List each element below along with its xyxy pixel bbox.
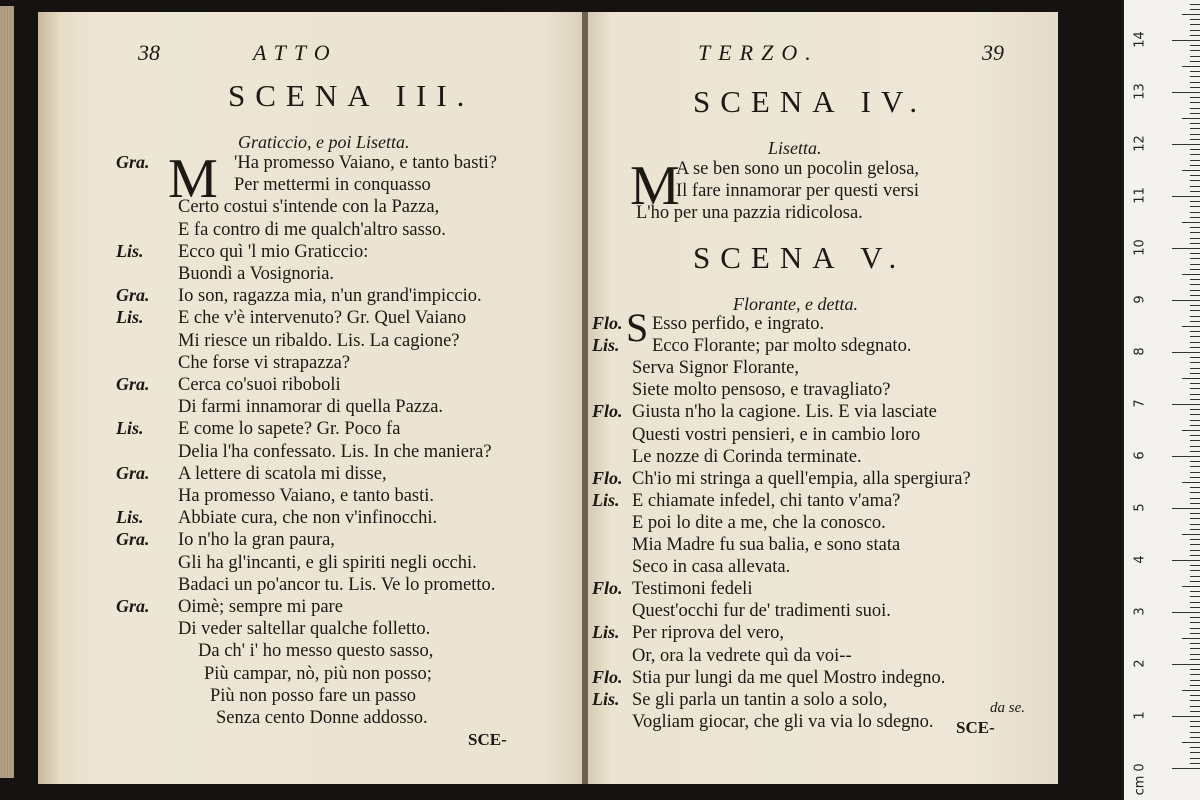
ruler-tick	[1190, 544, 1200, 545]
ruler-tick	[1172, 40, 1200, 41]
speaker-label: Lis.	[592, 688, 620, 709]
ruler-tick	[1190, 321, 1200, 322]
ruler-tick	[1190, 201, 1200, 202]
ruler-tick	[1190, 212, 1200, 213]
ruler-tick	[1172, 560, 1200, 561]
scene-iii-persons: Graticcio, e poi Lisetta.	[238, 132, 410, 152]
ruler-tick	[1190, 227, 1200, 228]
ruler-tick	[1190, 695, 1200, 696]
ruler-tick	[1190, 19, 1200, 20]
stage-aside: da se.	[990, 700, 1025, 716]
ruler-tick	[1190, 180, 1200, 181]
ruler-tick	[1190, 539, 1200, 540]
scene-iv-persons: Lisetta.	[768, 138, 822, 158]
scene-v-persons: Florante, e detta.	[733, 294, 858, 314]
ruler-tick	[1190, 706, 1200, 707]
verse-line: Senza cento Donne addosso.	[216, 708, 428, 728]
speaker-label: Flo.	[592, 578, 623, 599]
ruler-tick	[1182, 66, 1200, 67]
ruler-tick	[1190, 633, 1200, 634]
ruler-tick	[1182, 638, 1200, 639]
scene-v-title: SCENA V.	[693, 240, 907, 275]
ruler-tick	[1190, 409, 1200, 410]
open-book	[30, 6, 1070, 792]
ruler-tick	[1172, 768, 1200, 769]
verse-line: Testimoni fedeli	[632, 579, 753, 600]
right-catchword: SCE-	[956, 718, 995, 737]
verse-line: Ha promesso Vaiano, e tanto basti.	[178, 486, 435, 506]
ruler-tick	[1190, 732, 1200, 733]
ruler-tick	[1182, 274, 1200, 275]
verse-line: Buondì a Vosignoria.	[178, 264, 335, 284]
ruler-tick	[1172, 456, 1200, 457]
ruler-tick	[1190, 383, 1200, 384]
verse-line: Certo costui s'intende con la Pazza,	[178, 197, 440, 218]
ruler-tick	[1190, 217, 1200, 218]
ruler-tick	[1190, 591, 1200, 592]
ruler-tick	[1190, 134, 1200, 135]
ruler-tick	[1190, 659, 1200, 660]
ruler-tick	[1182, 378, 1200, 379]
ruler-tick	[1190, 737, 1200, 738]
ruler-tick	[1190, 76, 1200, 77]
ruler-tick	[1172, 404, 1200, 405]
ruler-tick	[1190, 555, 1200, 556]
ruler-tick	[1190, 763, 1200, 764]
scene-iii-title: SCENA III.	[228, 78, 475, 113]
speaker-label: Lis.	[116, 240, 144, 261]
speaker-label: Gra.	[116, 529, 150, 550]
verse-line: Di farmi innamorar di quella Pazza.	[178, 397, 444, 418]
verse-line: L'ho per una pazzia ridicolosa.	[636, 203, 863, 223]
ruler-tick	[1172, 144, 1200, 145]
scene-iv-title: SCENA IV.	[693, 84, 928, 119]
ruler-tick	[1190, 440, 1200, 441]
ruler-tick	[1190, 654, 1200, 655]
ruler-tick	[1190, 4, 1200, 5]
left-page	[38, 12, 586, 784]
ruler-tick	[1190, 420, 1200, 421]
ruler-tick	[1190, 342, 1200, 343]
ruler-tick	[1190, 102, 1200, 103]
speaker-label: Lis.	[116, 418, 144, 439]
ruler-tick	[1182, 326, 1200, 327]
verse-line: Stia pur lungi da me quel Mostro indegno.	[632, 667, 946, 688]
ruler-number: 4	[1132, 555, 1148, 564]
ruler-tick	[1190, 258, 1200, 259]
ruler-unit: cm	[1132, 775, 1148, 796]
speaker-label: Lis.	[592, 622, 620, 643]
ruler-tick	[1182, 742, 1200, 743]
ruler-tick	[1190, 617, 1200, 618]
ruler-tick	[1190, 253, 1200, 254]
speaker-label: Flo.	[592, 401, 623, 422]
ruler-tick	[1182, 222, 1200, 223]
ruler-number: 5	[1132, 503, 1148, 512]
ruler-tick	[1190, 399, 1200, 400]
ruler-number: 9	[1132, 295, 1148, 304]
ruler-tick	[1190, 305, 1200, 306]
ruler-tick	[1190, 35, 1200, 36]
ruler-tick	[1182, 118, 1200, 119]
ruler-tick	[1182, 586, 1200, 587]
ruler-tick	[1190, 128, 1200, 129]
ruler-tick	[1190, 24, 1200, 25]
ruler-tick	[1190, 466, 1200, 467]
ruler-tick	[1190, 570, 1200, 571]
ruler-tick	[1190, 165, 1200, 166]
ruler-number: 13	[1132, 83, 1148, 100]
ruler-number: 14	[1132, 31, 1148, 48]
ruler-tick	[1190, 264, 1200, 265]
ruler-tick	[1190, 243, 1200, 244]
ruler-tick	[1190, 97, 1200, 98]
ruler-tick	[1190, 30, 1200, 31]
verse-line: Per riprova del vero,	[632, 623, 785, 644]
speaker-label: Lis.	[592, 335, 620, 356]
ruler-tick	[1190, 269, 1200, 270]
verse-line: Di veder saltellar qualche folletto.	[178, 619, 431, 640]
verse-line: Da ch' i' ho messo questo sasso,	[198, 641, 434, 662]
speaker-label: Flo.	[592, 313, 623, 333]
ruler-number: 12	[1132, 135, 1148, 152]
speaker-label: Gra.	[116, 152, 150, 172]
ruler-tick	[1172, 300, 1200, 301]
ruler-tick	[1190, 680, 1200, 681]
ruler-tick	[1190, 175, 1200, 176]
verse-line: Ecco quì 'l mio Graticcio:	[178, 241, 369, 262]
ruler-tick	[1190, 238, 1200, 239]
ruler-tick	[1190, 357, 1200, 358]
ruler-tick	[1190, 602, 1200, 603]
ruler-tick	[1190, 752, 1200, 753]
ruler-tick	[1190, 492, 1200, 493]
ruler-tick	[1190, 336, 1200, 337]
ruler-tick	[1172, 248, 1200, 249]
ruler-tick	[1190, 596, 1200, 597]
ruler-tick	[1182, 534, 1200, 535]
ruler-tick	[1190, 9, 1200, 10]
ruler-tick	[1190, 529, 1200, 530]
ruler-tick	[1190, 347, 1200, 348]
verse-line: 'Ha promesso Vaiano, e tanto basti?	[234, 153, 497, 173]
ruler-tick	[1190, 461, 1200, 462]
ruler-tick	[1190, 726, 1200, 727]
ruler-tick	[1190, 50, 1200, 51]
verse-line: Ecco Florante; par molto sdegnato.	[652, 336, 912, 357]
ruler-tick	[1172, 508, 1200, 509]
ruler-tick	[1182, 690, 1200, 691]
ruler-tick	[1190, 232, 1200, 233]
ruler-tick	[1190, 643, 1200, 644]
ruler-tick	[1190, 685, 1200, 686]
ruler-tick	[1190, 503, 1200, 504]
right-page	[588, 12, 1058, 784]
ruler-tick	[1190, 669, 1200, 670]
ruler-tick	[1190, 191, 1200, 192]
verse-line: Delia l'ha confessato. Lis. In che maniera?	[178, 441, 492, 462]
verse-line: Quest'occhi fur de' tradimenti suoi.	[632, 601, 891, 622]
verse-line: Ch'io mi stringa a quell'empia, alla spergiura?	[632, 468, 971, 489]
verse-line: Seco in casa allevata.	[632, 557, 791, 578]
ruler-tick	[1190, 487, 1200, 488]
left-running-head: ATTO	[253, 40, 338, 65]
speaker-label: Lis.	[592, 489, 620, 510]
ruler-tick	[1190, 295, 1200, 296]
scene-v-drop-cap: S	[626, 305, 649, 350]
ruler-tick	[1172, 352, 1200, 353]
ruler-tick	[1190, 425, 1200, 426]
verse-line: Badaci un po'ancor tu. Lis. Ve lo prometto.	[178, 574, 496, 595]
ruler-tick	[1190, 451, 1200, 452]
ruler-tick	[1190, 61, 1200, 62]
ruler-tick	[1190, 674, 1200, 675]
verse-line: Gli ha gl'incanti, e gli spiriti negli occhi.	[178, 552, 477, 573]
speaker-label: Flo.	[592, 666, 623, 687]
left-drop-cap: M	[168, 148, 218, 210]
ruler-tick	[1190, 154, 1200, 155]
verse-line: Mi riesce un ribaldo. Lis. La cagione?	[178, 330, 460, 351]
verse-line: Che forse vi strapazza?	[178, 352, 351, 373]
ruler-tick	[1190, 87, 1200, 88]
ruler-tick	[1172, 196, 1200, 197]
ruler-number: 6	[1132, 451, 1148, 460]
ruler-number: 11	[1132, 187, 1148, 204]
ruler-number: 10	[1132, 239, 1148, 256]
ruler-tick	[1190, 721, 1200, 722]
ruler-tick	[1190, 700, 1200, 701]
ruler-number: 8	[1132, 347, 1148, 356]
ruler-number: 1	[1132, 711, 1148, 720]
verse-line: Oimè; sempre mi pare	[178, 597, 343, 617]
verse-line: Cerca co'suoi riboboli	[178, 375, 341, 395]
ruler-tick	[1190, 310, 1200, 311]
verse-line: Io son, ragazza mia, n'un grand'impiccio.	[178, 286, 482, 307]
ruler-number: 3	[1132, 607, 1148, 616]
verse-line: Mia Madre fu sua balia, e sono stata	[632, 535, 901, 555]
ruler-tick	[1190, 446, 1200, 447]
ruler-tick	[1190, 331, 1200, 332]
scene-iv-drop-cap: M	[630, 155, 680, 217]
ruler-tick	[1182, 14, 1200, 15]
verse-line: Se gli parla un tantin a solo a solo,	[632, 689, 888, 710]
ruler-tick	[1172, 92, 1200, 93]
ruler-tick	[1190, 186, 1200, 187]
verse-line: Io n'ho la gran paura,	[178, 530, 335, 551]
left-catchword: SCE-	[468, 730, 507, 749]
verse-line: Per mettermi in conquasso	[234, 175, 431, 196]
verse-line: Or, ora la vedrete quì da voi--	[632, 645, 852, 666]
speaker-label: Gra.	[116, 374, 150, 394]
verse-line: E fa contro di me qualch'altro sasso.	[178, 219, 446, 240]
ruler-tick	[1190, 316, 1200, 317]
ruler-tick	[1172, 612, 1200, 613]
speaker-label: Gra.	[116, 462, 150, 483]
ruler-tick	[1190, 160, 1200, 161]
speaker-label: Gra.	[116, 596, 150, 616]
ruler-tick	[1182, 482, 1200, 483]
ruler-tick	[1190, 581, 1200, 582]
verse-line: Le nozze di Corinda terminate.	[632, 446, 862, 467]
ruler-tick	[1182, 430, 1200, 431]
ruler-tick	[1190, 524, 1200, 525]
ruler-tick	[1190, 362, 1200, 363]
ruler-number: 7	[1132, 399, 1148, 408]
ruler-tick	[1190, 711, 1200, 712]
left-page-number: 38	[138, 40, 160, 65]
ruler-tick	[1190, 108, 1200, 109]
verse-line: Il fare innamorar per questi versi	[676, 181, 919, 201]
ruler-tick	[1190, 550, 1200, 551]
verse-line: Giusta n'ho la cagione. Lis. E via lasciate	[632, 402, 937, 423]
ruler-tick	[1190, 414, 1200, 415]
speaker-label: Lis.	[116, 507, 144, 528]
verse-line: Più non posso fare un passo	[210, 685, 417, 706]
speaker-label: Lis.	[116, 307, 144, 328]
right-page-number: 39	[982, 40, 1004, 65]
ruler-tick	[1190, 149, 1200, 150]
verse-line: E come lo sapete? Gr. Poco fa	[178, 419, 401, 440]
ruler-tick	[1190, 56, 1200, 57]
ruler-number: 0	[1132, 763, 1148, 772]
ruler-tick	[1190, 284, 1200, 285]
ruler-tick	[1190, 82, 1200, 83]
ruler-number: 2	[1132, 659, 1148, 668]
verse-line: Siete molto pensoso, e travagliato?	[632, 380, 891, 401]
ruler-tick	[1190, 206, 1200, 207]
ruler-tick	[1190, 368, 1200, 369]
ruler-tick	[1190, 513, 1200, 514]
speaker-label: Gra.	[116, 285, 150, 306]
ruler-tick	[1190, 290, 1200, 291]
ruler-tick	[1190, 565, 1200, 566]
speaker-label: Flo.	[592, 467, 623, 488]
ruler-tick	[1190, 113, 1200, 114]
ruler-tick	[1190, 123, 1200, 124]
ruler-tick	[1190, 71, 1200, 72]
ruler-tick	[1190, 622, 1200, 623]
ruler-tick	[1190, 373, 1200, 374]
ruler-tick	[1172, 664, 1200, 665]
page-edges	[0, 6, 14, 778]
ruler-tick	[1190, 747, 1200, 748]
verse-line: A lettere di scatola mi disse,	[178, 463, 387, 484]
verse-line: Vogliam giocar, che gli va via lo sdegno.	[632, 711, 934, 732]
ruler-tick	[1190, 45, 1200, 46]
ruler-tick	[1190, 472, 1200, 473]
ruler-tick	[1190, 628, 1200, 629]
verse-line: Serva Signor Florante,	[632, 358, 799, 379]
verse-line: Questi vostri pensieri, e in cambio loro	[632, 424, 921, 445]
ruler-tick	[1190, 388, 1200, 389]
measurement-ruler	[1122, 0, 1200, 800]
ruler-tick	[1190, 607, 1200, 608]
right-running-head: TERZO.	[698, 40, 819, 65]
verse-line: Esso perfido, e ingrato.	[652, 314, 825, 334]
ruler-tick	[1190, 498, 1200, 499]
verse-line: A se ben sono un pocolin gelosa,	[676, 159, 920, 179]
ruler-tick	[1190, 477, 1200, 478]
ruler-tick	[1190, 435, 1200, 436]
ruler-tick	[1190, 518, 1200, 519]
ruler-tick	[1190, 576, 1200, 577]
ruler-tick	[1190, 648, 1200, 649]
verse-line: E chiamate infedel, chi tanto v'ama?	[632, 490, 901, 511]
ruler-tick	[1190, 139, 1200, 140]
ruler-tick	[1190, 758, 1200, 759]
verse-line: Più campar, nò, più non posso;	[204, 663, 432, 684]
verse-line: Abbiate cura, che non v'infinocchi.	[178, 508, 438, 529]
ruler-tick	[1172, 716, 1200, 717]
ruler-tick	[1190, 279, 1200, 280]
verse-line: E che v'è intervenuto? Gr. Quel Vaiano	[178, 308, 467, 329]
ruler-tick	[1190, 394, 1200, 395]
ruler-tick	[1182, 170, 1200, 171]
verse-line: E poi lo dite a me, che la conosco.	[632, 512, 886, 533]
